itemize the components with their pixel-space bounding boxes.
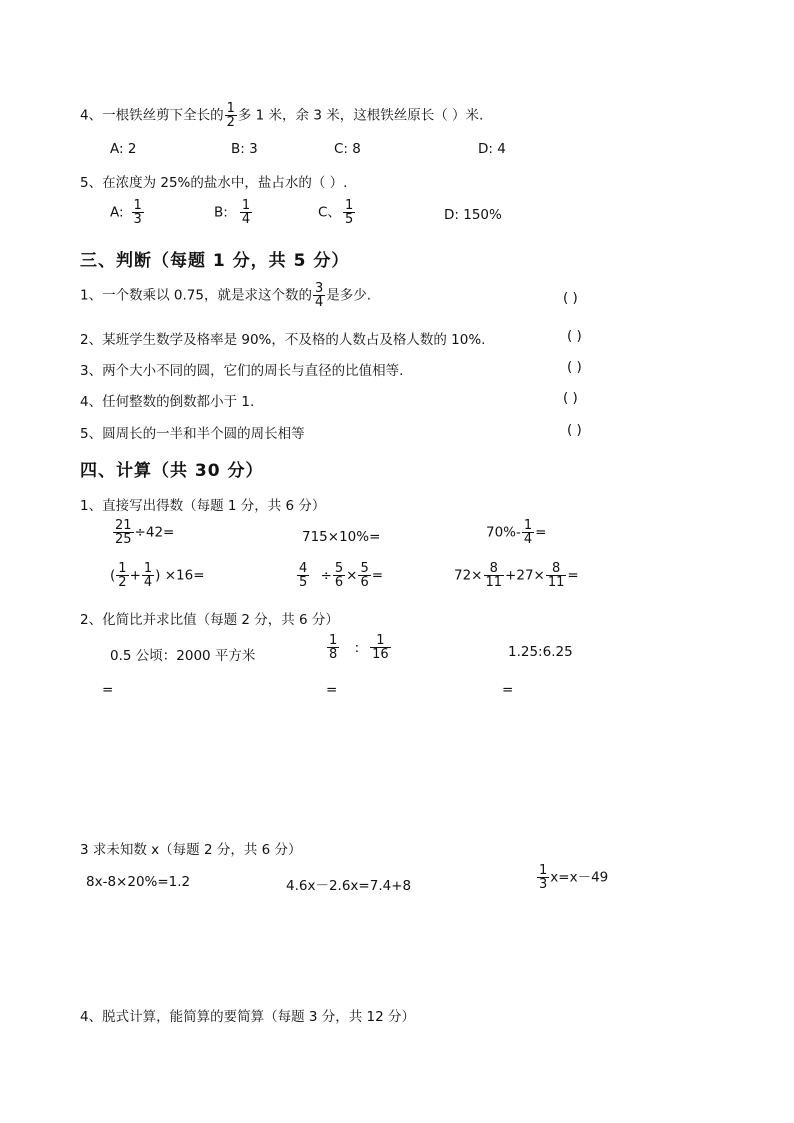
- q5-option-b: B: $\frac{1}{4}$: [214, 198, 251, 227]
- fraction: $\frac{1}{8}$: [329, 633, 338, 662]
- fraction: $\frac{1}{3}$: [539, 863, 548, 892]
- section4-title: 四、计算（共 30 分）: [80, 461, 264, 481]
- fraction: $\frac{8}{11}$: [547, 561, 565, 590]
- ratio-2: $\frac{1}{8}$ : $\frac{1}{16}$: [329, 633, 389, 662]
- answer-paren[interactable]: ( ): [563, 390, 578, 406]
- q4-option-c: C: 8: [334, 141, 361, 157]
- fraction: $\frac{5}{6}$: [334, 561, 344, 590]
- fraction: $\frac{1}{4}$: [241, 198, 251, 227]
- fraction: $\frac{4}{5}$: [299, 561, 308, 590]
- part3-title: 3 求未知数 x（每题 2 分，共 6 分）: [80, 842, 302, 858]
- answer-paren[interactable]: ( ): [567, 328, 582, 344]
- equation-3: $\frac{1}{3}$ x=x－49: [539, 863, 609, 892]
- calc-expression-6: 72× $\frac{8}{11}$ +27× $\frac{8}{11}$ =: [454, 561, 579, 590]
- fraction: $\frac{21}{25}$: [115, 518, 132, 547]
- ratio-1: 0.5 公顷：2000 平方米: [110, 648, 256, 664]
- ratio-3: 1.25:6.25: [508, 644, 573, 660]
- judge-item-4: 4、任何整数的倒数都小于 1.: [80, 394, 255, 410]
- calc-expression-3: 70%- $\frac{1}{4}$ =: [486, 518, 547, 547]
- part2-title: 2、化简比并求比值（每题 2 分，共 6 分）: [80, 612, 339, 628]
- q5-option-c: C、 $\frac{1}{5}$: [318, 198, 354, 227]
- equals-sign: =: [102, 682, 114, 698]
- judge-item-1: 1、一个数乘以 0.75，就是求这个数的 $\frac{3}{4}$ 是多少.: [80, 281, 372, 310]
- q4-option-d: D: 4: [478, 141, 506, 157]
- q4-stem-b: 多 1 米，余 3 米，这根铁丝原长（ ）米.: [237, 107, 484, 124]
- fraction: $\frac{3}{4}$: [314, 281, 324, 310]
- judge-item-3: 3、两个大小不同的圆，它们的周长与直径的比值相等.: [80, 363, 404, 379]
- calc-expression-1: $\frac{21}{25}$ ÷42=: [115, 518, 175, 547]
- equation-1: 8x-8×20%=1.2: [86, 874, 191, 890]
- fraction: $\frac{8}{11}$: [485, 561, 503, 590]
- q5-option-d: D: 150%: [444, 207, 502, 223]
- calc-expression-5: $\frac{4}{5}$ ÷ $\frac{5}{6}$ × $\frac{5}{6}$ =: [299, 561, 384, 590]
- fraction: $\frac{1}{3}$: [133, 198, 142, 227]
- calc-expression-4: ( $\frac{1}{2}$ + $\frac{1}{4}$ ) ×16=: [110, 561, 205, 590]
- fraction: $\frac{1}{4}$: [523, 518, 533, 547]
- q4-stem: [80, 102, 483, 129]
- answer-paren[interactable]: ( ): [567, 359, 582, 375]
- equation-2: 4.6x－2.6x=7.4+8: [286, 878, 412, 894]
- equals-sign: =: [502, 682, 514, 698]
- equals-sign: =: [326, 682, 338, 698]
- q5-stem: 5、在浓度为 25%的盐水中，盐占水的（ ）.: [80, 175, 348, 191]
- section3-title: 三、判断（每题 1 分，共 5 分）: [80, 251, 350, 271]
- judge-item-2: 2、某班学生数学及格率是 90%，不及格的人数占及格人数的 10%.: [80, 332, 486, 348]
- fraction: $\frac{1}{5}$: [344, 198, 354, 227]
- part1-title: 1、直接写出得数（每题 1 分，共 6 分）: [80, 498, 326, 514]
- fraction: $\frac{5}{6}$: [360, 561, 369, 590]
- q5-option-a: A: $\frac{1}{3}$: [110, 198, 142, 227]
- q4-option-a: A: 2: [110, 141, 137, 157]
- q4-option-b: B: 3: [231, 141, 258, 157]
- q4-stem-a: 4、一根铁丝剪下全长的: [80, 107, 224, 124]
- fraction: $\frac{1}{2}$: [118, 561, 127, 590]
- judge-item-5: 5、圆周长的一半和半个圆的周长相等: [80, 426, 305, 442]
- answer-paren[interactable]: ( ): [563, 290, 578, 306]
- calc-expression-2: 715×10%=: [302, 529, 381, 545]
- answer-paren[interactable]: ( ): [567, 422, 582, 438]
- fraction: $\frac{1}{16}$: [372, 633, 389, 662]
- fraction: $\frac{1}{2}$: [226, 101, 235, 130]
- fraction: $\frac{1}{4}$: [143, 561, 153, 590]
- part4-title: 4、脱式计算，能简算的要简算（每题 3 分，共 12 分）: [80, 1009, 416, 1025]
